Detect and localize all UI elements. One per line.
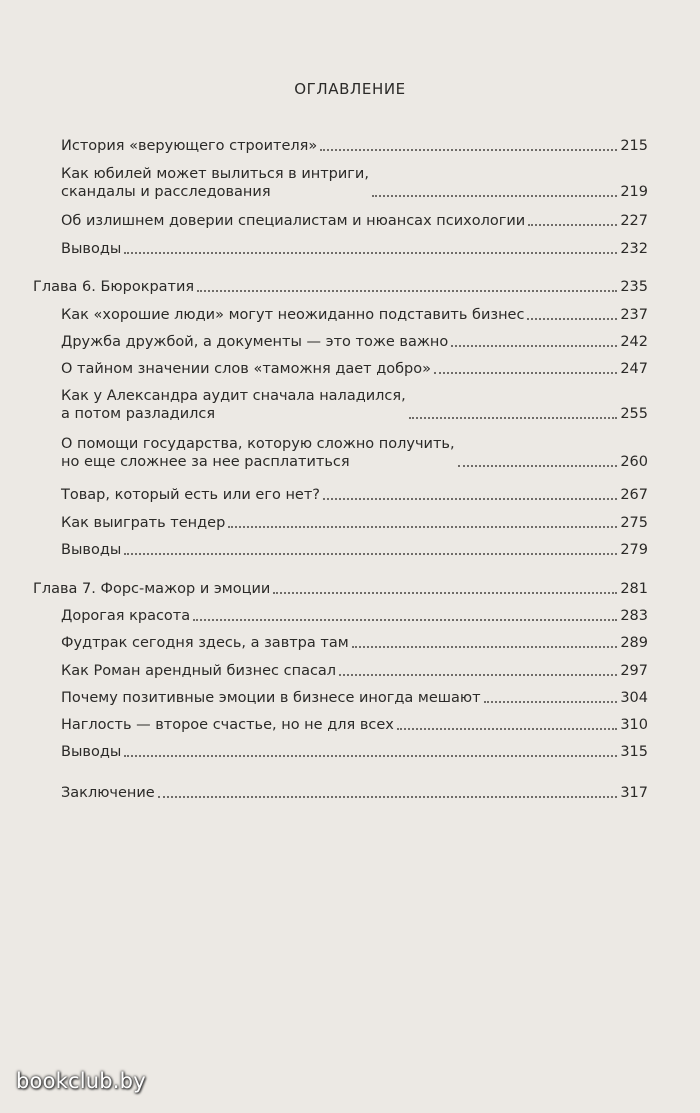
dot-leader (124, 252, 617, 254)
toc-entry-title: Дружба дружбой, а документы — это тоже важно (61, 334, 449, 350)
toc-entry-title: Как Роман арендный бизнес спасал (61, 663, 337, 679)
toc-entry-page: 235 (620, 279, 648, 295)
toc-entry-page: 232 (620, 241, 648, 257)
dot-leader (434, 372, 617, 374)
dot-leader (158, 796, 618, 798)
dot-leader (372, 195, 617, 197)
toc-entry (61, 607, 648, 625)
toc-entry-title: Как у Александра аудит сначала наладился, а потом разладился (61, 388, 406, 422)
toc-entry-page: 247 (620, 361, 648, 377)
toc-chapter (33, 278, 648, 296)
dot-leader (197, 290, 617, 292)
dot-leader (484, 701, 618, 703)
toc-entry-page: 275 (620, 515, 648, 531)
toc-entry-page: 304 (620, 690, 648, 706)
toc-entry-page: 281 (620, 581, 648, 597)
toc-conclusion (61, 784, 648, 802)
toc-entry-page: 283 (620, 608, 648, 624)
toc-entry-title: Как «хорошие люди» могут неожиданно подставить бизнес (61, 307, 525, 323)
toc-entry-title: История «верующего строителя» (61, 138, 318, 154)
toc-entry (61, 165, 648, 201)
toc-entry (61, 716, 648, 734)
toc-entry-title: О помощи государства, которую сложно получить, но еще сложнее за нее расплатиться (61, 436, 455, 470)
toc-chapter-title: Глава 6. Бюрократия (33, 279, 195, 295)
dot-leader (451, 345, 617, 347)
dot-leader (323, 498, 617, 500)
toc-entry-title: Выводы (61, 241, 122, 257)
toc-entry-page: 279 (620, 542, 648, 558)
dot-leader (527, 318, 617, 320)
toc-entry-title: Почему позитивные эмоции в бизнесе иногда мешают (61, 690, 481, 706)
dot-leader (320, 149, 617, 151)
toc-entry-title: О тайном значении слов «таможня дает добро» (61, 361, 432, 377)
dot-leader (409, 417, 618, 419)
dot-leader (339, 674, 617, 676)
toc-entry-page: 289 (620, 635, 648, 651)
toc-entry-page: 227 (620, 213, 648, 229)
toc-entry-title: Фудтрак сегодня здесь, а завтра там (61, 635, 349, 651)
dot-leader (124, 755, 617, 757)
dot-leader (397, 728, 617, 730)
dot-leader (458, 465, 618, 467)
toc-chapter (33, 580, 648, 598)
toc-entry (61, 634, 648, 652)
toc-entry (61, 137, 648, 155)
toc-entry (61, 514, 648, 532)
toc-entry (61, 435, 648, 471)
toc-entry-page: 297 (620, 663, 648, 679)
toc-entry-page: 219 (620, 184, 648, 200)
toc-entry-page: 242 (620, 334, 648, 350)
dot-leader (528, 224, 617, 226)
dot-leader (352, 646, 618, 648)
toc-entry (61, 662, 648, 680)
toc-entry-title: Об излишнем доверии специалистам и нюансах психологии (61, 213, 526, 229)
toc-entry (61, 486, 648, 504)
toc-entry (61, 387, 648, 423)
toc-entry-title: Как юбилей может вылиться в интриги, скандалы и расследования (61, 166, 369, 200)
toc-entry (61, 743, 648, 761)
toc-entry-page: 315 (620, 744, 648, 760)
toc-entry-title: Выводы (61, 542, 122, 558)
toc-entry-page: 267 (620, 487, 648, 503)
toc-entry (61, 360, 648, 378)
toc-heading: ОГЛАВЛЕНИЕ (294, 80, 406, 98)
toc-entry-title: Заключение (61, 785, 155, 801)
toc-entry-page: 317 (620, 785, 648, 801)
dot-leader (273, 592, 617, 594)
toc-entry-title: Наглость — второе счастье, но не для всех (61, 717, 394, 733)
toc-entry-title: Дорогая красота (61, 608, 191, 624)
toc-entry (61, 240, 648, 258)
toc-entry (61, 306, 648, 324)
dot-leader (228, 526, 617, 528)
toc-entry-page: 310 (620, 717, 648, 733)
toc-entry (61, 212, 648, 230)
toc-entry-title: Как выиграть тендер (61, 515, 226, 531)
toc-entry-title: Выводы (61, 744, 122, 760)
toc-entry-page: 255 (620, 406, 648, 422)
toc-entry-page: 237 (620, 307, 648, 323)
toc-entry (61, 541, 648, 559)
toc-entry (61, 689, 648, 707)
dot-leader (193, 619, 617, 621)
dot-leader (124, 553, 617, 555)
toc-entry-page: 215 (620, 138, 648, 154)
toc-chapter-title: Глава 7. Форс-мажор и эмоции (33, 581, 271, 597)
toc-entry-page: 260 (620, 454, 648, 470)
watermark: bookclub.by (16, 1069, 146, 1093)
toc-entry-title: Товар, который есть или его нет? (61, 487, 320, 503)
toc-entry (61, 333, 648, 351)
